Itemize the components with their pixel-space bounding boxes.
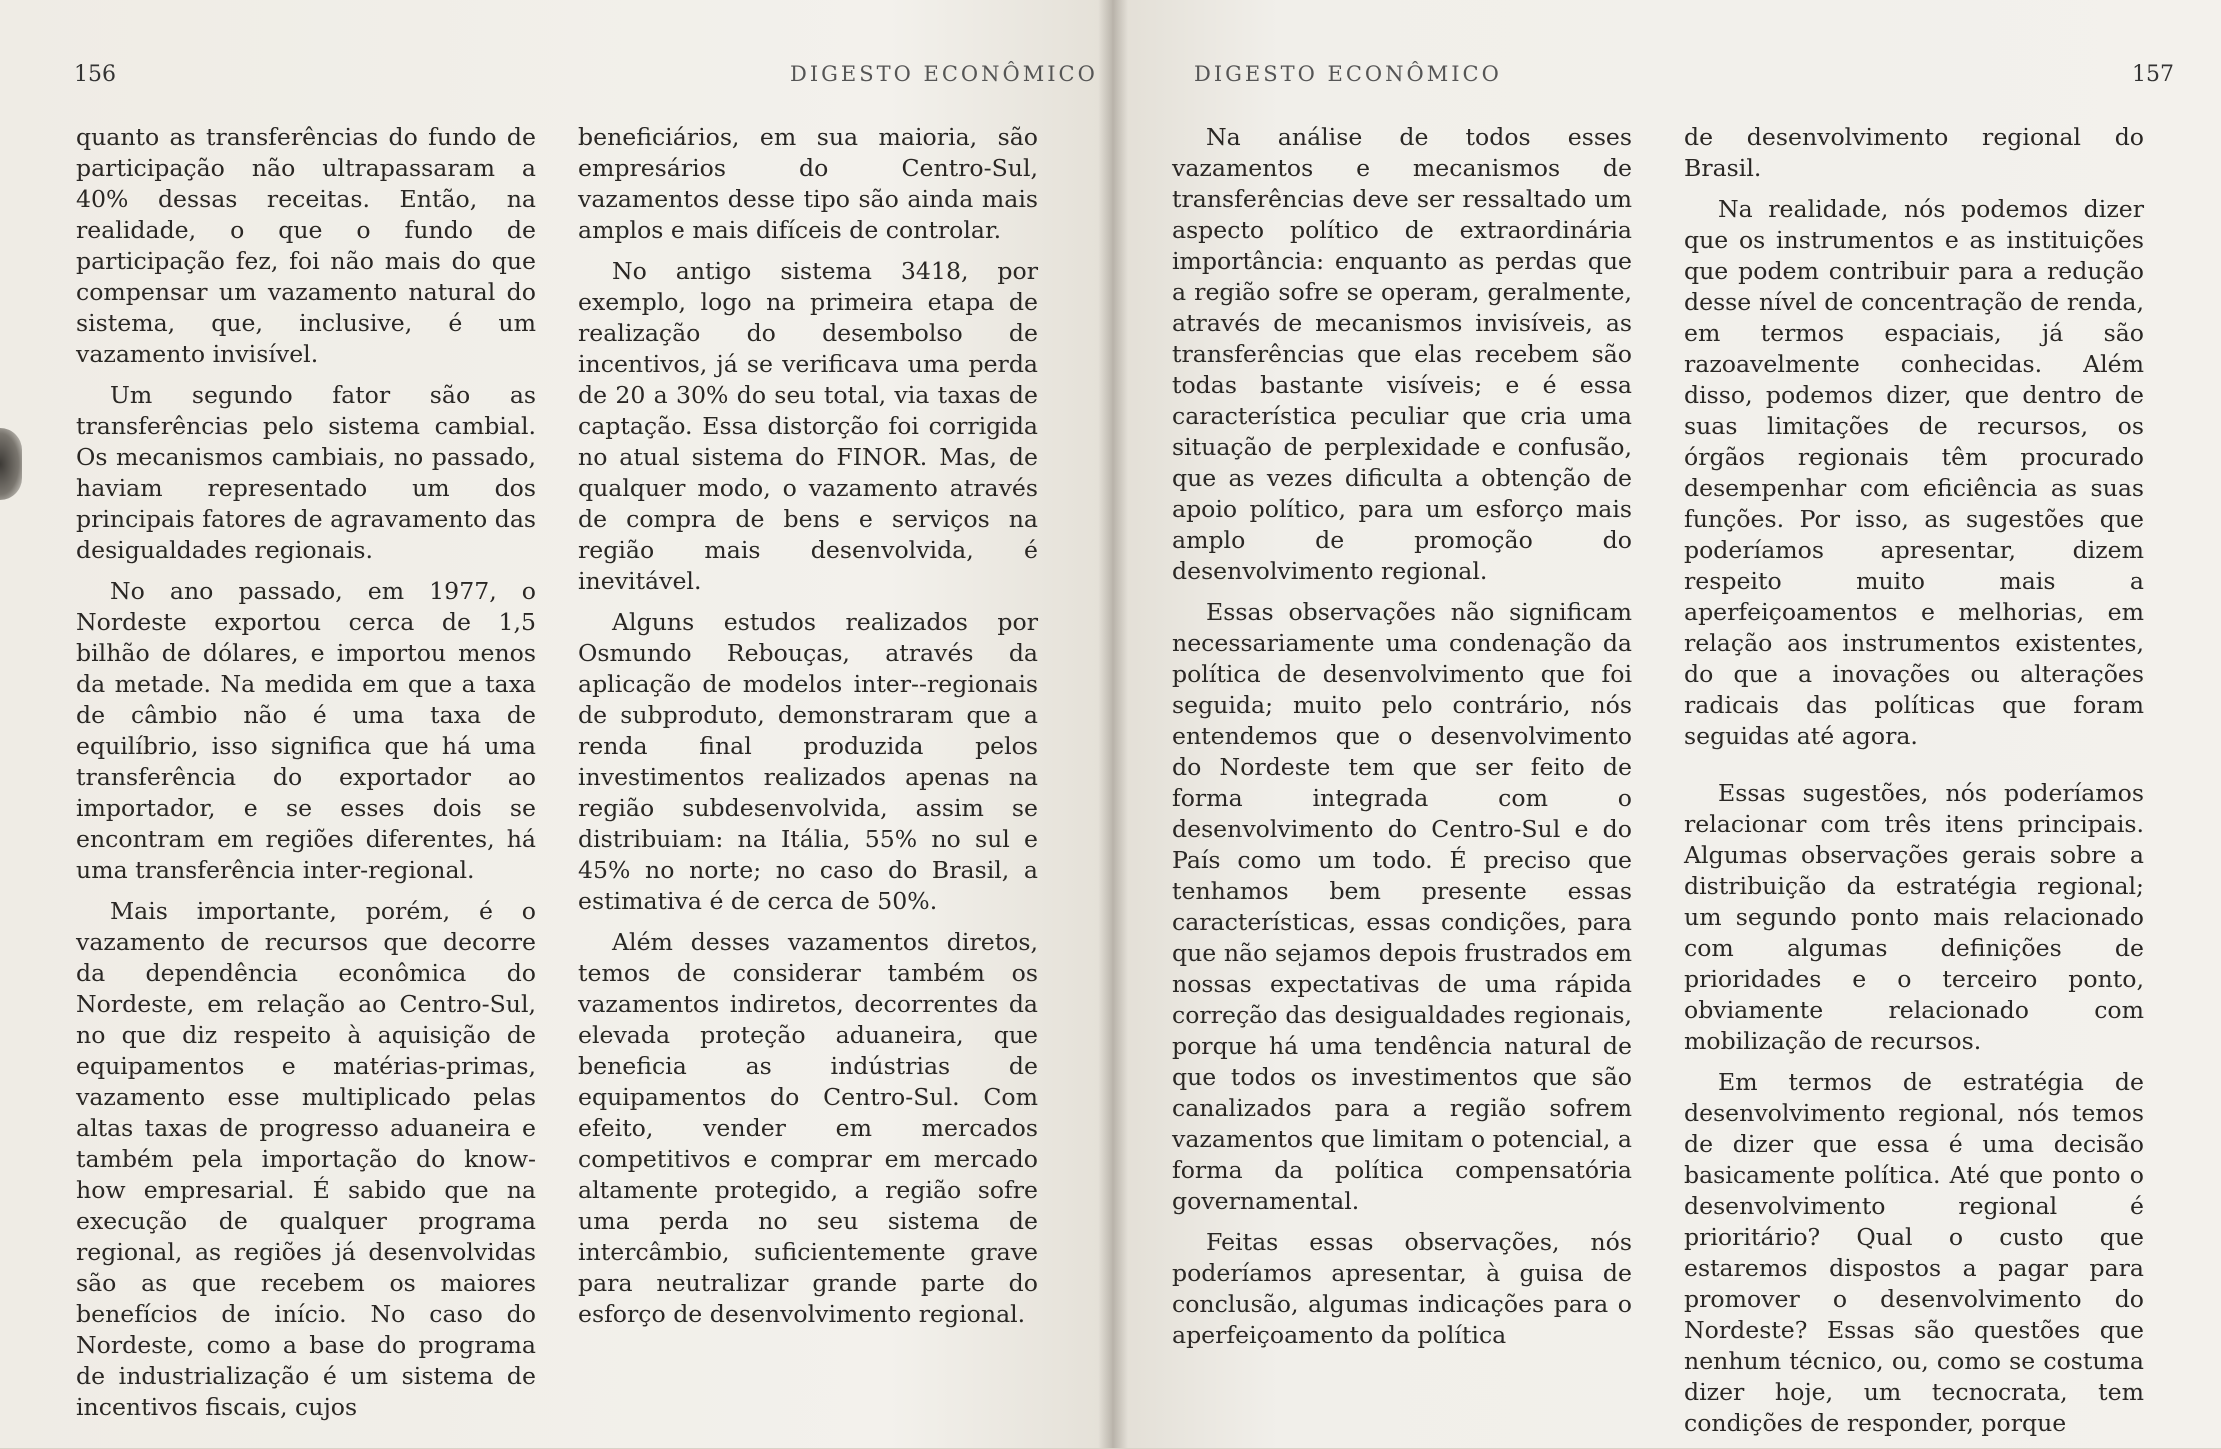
paragraph: Além desses vazamentos diretos, temos de considerar também os vazamentos indiretos, decorrentes da elevada proteção aduaneira, que beneficia as indústrias de equipamentos do Centro-Sul. Com efeito, vender em mercados competitivos e comprar em mercado altamente protegido, a região sofre uma perda no seu sistema de intercâmbio, suficientemente grave para neutralizar grande parte do esforço de desenvolvimento regional. xyxy=(578,928,1038,1328)
paragraph: Alguns estudos realizados por Osmundo Rebouças, através da aplicação de modelos inter--regionais de subproduto, demonstraram que a renda final produzida pelos investimentos realizados apenas na região subdesenvolvida, assim se distribuiam: na Itália, 55% no sul e 45% no norte; no caso do Brasil, a estimativa é de cerca de 50%. xyxy=(578,608,1038,915)
paragraph: Essas observações não significam necessariamente uma condenação da política de desenvolvimento que foi seguida; muito pelo contrário, nós entendemos que o desenvolvimento do Nordeste tem que ser feito de forma integrada com o desenvolvimento do Centro-Sul e do País como um todo. É preciso que tenhamos bem presente essas características, essas condições, para que não sejamos depois frustrados em nossas expectativas de uma rápida correção das desigualdades regionais, porque há uma tendência natural de que todos os investimentos que são canalizados para a região sofrem vazamentos que limitam o potencial, a forma da política compensatória governamental. xyxy=(1172,598,1632,1215)
running-head-right: DIGESTO ECONÔMICO xyxy=(1194,62,1502,86)
right-page-column-2 xyxy=(1684,122,2144,1449)
paragraph: de desenvolvimento regional do Brasil. xyxy=(1684,123,2144,182)
paragraph: Feitas essas observações, nós poderíamos apresentar, à guisa de conclusão, algumas indicações para o aperfeiçoamento da política xyxy=(1172,1228,1632,1349)
page-number-right: 157 xyxy=(2132,62,2174,87)
left-page-column-1 xyxy=(76,122,536,1433)
paragraph: Essas sugestões, nós poderíamos relacionar com três itens principais. Algumas observações gerais sobre a distribuição da estratégia regional; um segundo ponto mais relacionado com algumas definições de prioridades e o terceiro ponto, obviamente relacionado com mobilização de recursos. xyxy=(1684,779,2144,1055)
paragraph: beneficiários, em sua maioria, são empresários do Centro-Sul, vazamentos desse tipo são ainda mais amplos e mais difíceis de controlar. xyxy=(578,123,1038,244)
thumb-shadow xyxy=(0,428,22,500)
paragraph: Mais importante, porém, é o vazamento de recursos que decorre da dependência econômica do Nordeste, em relação ao Centro-Sul, no que diz respeito à aquisição de equipamentos e matérias-primas, vazamento esse multiplicado pelas altas taxas de progresso aduaneira e também pela importação do know-how empresarial. É sabido que na execução de qualquer programa regional, as regiões já desenvolvidas são as que recebem os maiores benefícios de início. No caso do Nordeste, como a base do programa de industrialização é um sistema de incentivos fiscais, cujos xyxy=(76,897,536,1421)
running-head-left: DIGESTO ECONÔMICO xyxy=(790,62,1098,86)
paragraph: quanto as transferências do fundo de participação não ultrapassaram a 40% dessas receitas. Então, na realidade, o que o fundo de participação fez, foi não mais do que compensar um vazamento natural do sistema, que, inclusive, é um vazamento invisível. xyxy=(76,123,536,368)
right-page-column-1 xyxy=(1172,122,1632,1361)
right-page xyxy=(1112,0,2221,1448)
paragraph: No antigo sistema 3418, por exemplo, logo na primeira etapa de realização do desembolso de incentivos, já se verificava uma perda de 20 a 30% do seu total, via taxas de captação. Essa distorção foi corrigida no atual sistema do FINOR. Mas, de qualquer modo, o vazamento através de compra de bens e serviços na região mais desenvolvida, é inevitável. xyxy=(578,257,1038,595)
book-gutter xyxy=(1098,0,1128,1448)
paragraph: Um segundo fator são as transferências pelo sistema cambial. Os mecanismos cambiais, no passado, haviam representado um dos principais fatores de agravamento das desigualdades regionais. xyxy=(76,381,537,564)
page-number-left: 156 xyxy=(74,62,116,87)
paragraph: Na análise de todos esses vazamentos e mecanismos de transferências deve ser ressaltado um aspecto político de extraordinária importância: enquanto as perdas que a região sofre se operam, geralmente, através de mecanismos invisíveis, as transferências que elas recebem são todas bastante visíveis; e é essa característica peculiar que cria uma situação de perplexidade e confusão, que as vezes dificulta a obtenção de apoio político, para um esforço mais amplo de promoção do desenvolvimento regional. xyxy=(1172,123,1632,585)
left-page-column-2 xyxy=(578,122,1038,1340)
paragraph: No ano passado, em 1977, o Nordeste exportou cerca de 1,5 bilhão de dólares, e importou menos da metade. Na medida em que a taxa de câmbio não é uma taxa de equilíbrio, isso significa que há uma transferência do exportador ao importador, e se esses dois se encontram em regiões diferentes, há uma transferência inter-regional. xyxy=(76,577,536,884)
paragraph: Na realidade, nós podemos dizer que os instrumentos e as instituições que podem contribuir para a redução desse nível de concentração de renda, em termos espaciais, já são razoavelmente conhecidas. Além disso, podemos dizer, que dentro de suas limitações de recursos, os órgãos regionais têm procurado desempenhar com eficiência as suas funções. Por isso, as sugestões que poderíamos apresentar, dizem respeito muito mais a aperfeiçoamentos e melhorias, em relação aos instrumentos existentes, do que a inovações ou alterações radicais das políticas que foram seguidas até agora. xyxy=(1684,195,2144,750)
paragraph: Em termos de estratégia de desenvolvimento regional, nós temos de dizer que essa é uma decisão basicamente política. Até que ponto o desenvolvimento regional é prioritário? Qual o custo que estaremos dispostos a pagar para promover o desenvolvimento do Nordeste? Essas são questões que nenhum técnico, ou, como se costuma dizer hoje, um tecnocrata, tem condições de responder, porque xyxy=(1684,1068,2144,1437)
